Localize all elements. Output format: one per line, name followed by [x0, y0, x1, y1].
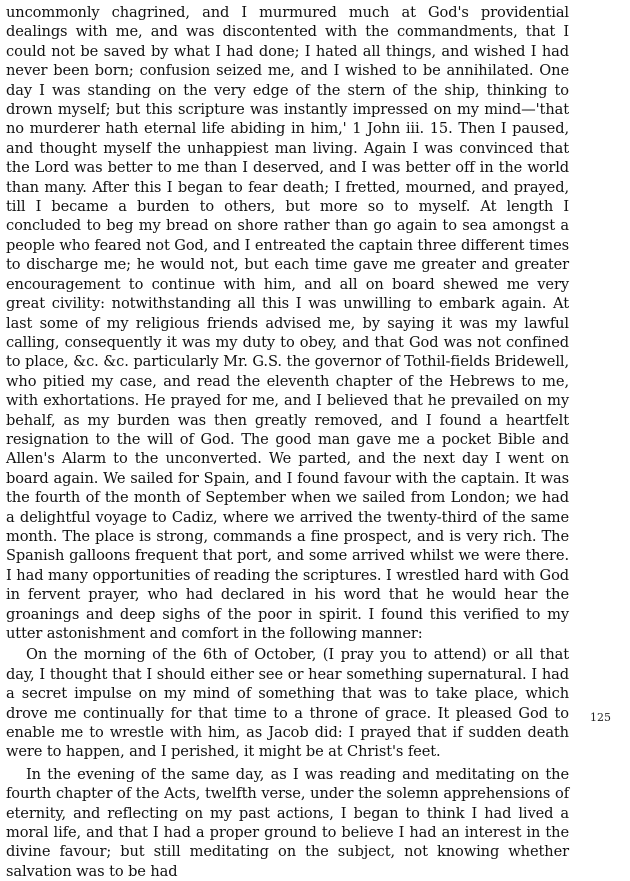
paragraph-continued: uncommonly chagrined, and I murmured much at God's providential dealings with me, and was discontented with the commandments, that I could not be saved by what I had done; I hated all things, and wished I had never been born; confusion seized me, and I wished to be annihilated. One day I was standing on the very edge of the stern of the ship, thinking to drown myself; but this scripture was instantly impressed on my mind—'that no murderer hath eternal life abiding in him,' 1 John iii. 15. Then I paused, and thought myself the unhappiest man living. Again I was convinced that the Lord was better to me than I deserved, and I was better off in the world than many. After this I began to fear death; I fretted, mourned, and prayed, till I became a burden to others, but more so to myself. At length I concluded to beg my bread on shore rather than go again to sea amongst a people who feared not God, and I entreated the captain three different times to discharge me; he would not, but each time gave me greater and greater encouragement to continue with him, and all on board shewed me very great civility: notwithstanding all this I was unwilling to embark again. At last some of my religious friends advised me, by saying it was my lawful calling, consequently it was my duty to obey, and that God was not confined to place, &c. &c. particularly Mr. G.S. the governor of Tothil-fields Bridewell, who pitied my case, and read the eleventh chapter of the Hebrews to me, with exhortations. He prayed for me, and I believed that he prevailed on my behalf, as my burden was then greatly removed, and I found a heartfelt resignation to the will of God. The good man gave me a pocket Bible and Allen's Alarm to the unconverted. We parted, and the next day I went on board again. We sailed for Spain, and I found favour with the captain. It was the fourth of the month of September when we sailed from London; we had a delightful voyage to Cadiz, where we arrived the twenty-third of the same month. The place is strong, commands a fine prospect, and is very rich. The Spanish galloons frequent that port, and some arrived whilst we were there. I had many opportunities of reading the scriptures. I wrestled hard with God in fervent prayer, who had declared in his word that he would hear the groanings and deep sighs of the poor in spirit. I found this verified to my utter astonishment and comfort in the following manner: [6, 4, 569, 642]
page-body-text [6, 3, 569, 881]
paragraph-october-morning: On the morning of the 6th of October, (I pray you to attend) or all that day, I thought that I should either see or hear something supernatural. I had a secret impulse on my mind of something that was to take place, which drove me continually for that time to a throne of grace. It pleased God to enable me to wrestle with him, as Jacob did: I prayed that if sudden death were to happen, and I perished, it might be at Christ's feet. [6, 646, 569, 761]
paragraph-evening: In the evening of the same day, as I was reading and meditating on the fourth chapter of the Acts, twelfth verse, under the solemn apprehensions of eternity, and reflecting on my past actions, I began to think I had lived a moral life, and that I had a proper ground to believe I had an interest in the divine favour; but still meditating on the subject, not knowing whether salvation was to be had [6, 765, 569, 880]
page-number: 125 [590, 711, 611, 724]
